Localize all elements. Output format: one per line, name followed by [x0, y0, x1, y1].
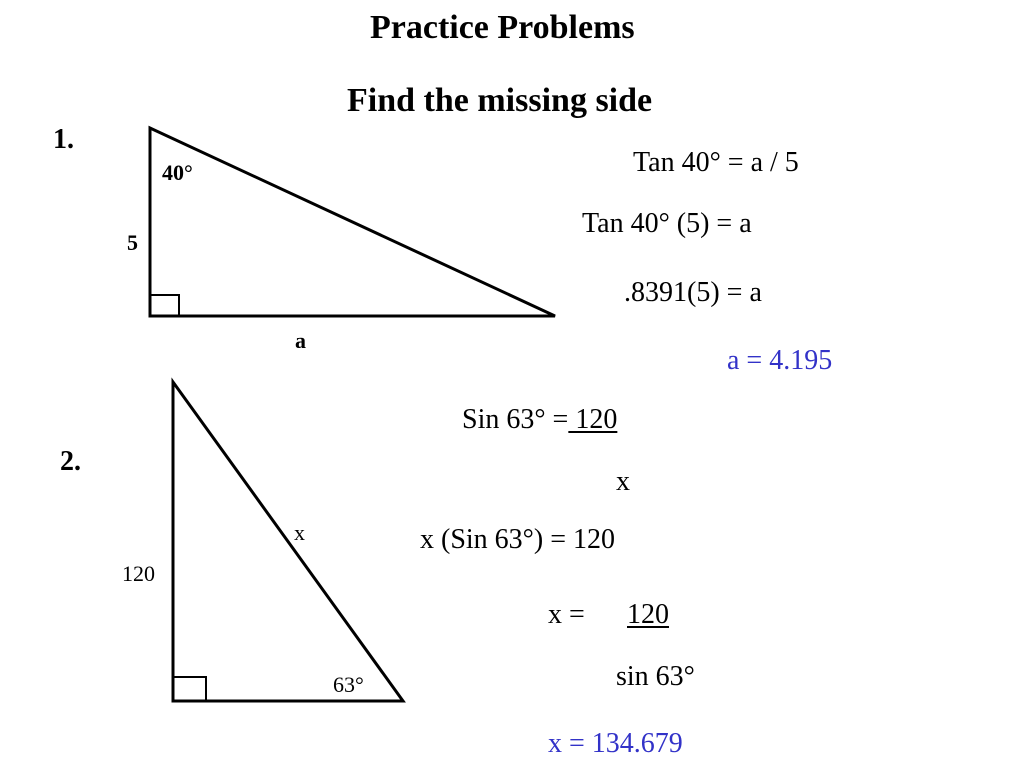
problem-2-hypotenuse-label: x	[294, 520, 305, 545]
problem-2-vertical-side-label: 120	[122, 561, 155, 586]
problem-1-number: 1.	[53, 124, 74, 155]
problem-2-answer: x = 134.679	[548, 728, 683, 759]
problem-2-step-1-numerator: 120	[568, 404, 618, 435]
problem-2-step-1	[462, 406, 617, 434]
problem-2-step-3-left: x =	[548, 599, 585, 630]
problem-2-step-3-numerator: 120	[627, 599, 669, 630]
problem-1-vertical-side-label: 5	[127, 230, 138, 255]
problem-1-answer: a = 4.195	[727, 345, 833, 376]
right-angle-marker-1	[150, 295, 179, 316]
problem-1-step-3: .8391(5) = a	[624, 277, 762, 308]
problem-2-angle-label: 63°	[333, 672, 364, 697]
page-subtitle: Find the missing side	[347, 82, 653, 119]
triangle-1	[150, 128, 555, 316]
problem-1-step-2: Tan 40° (5) = a	[582, 208, 752, 239]
problem-2-number: 2.	[60, 446, 81, 477]
problem-2-step-1-denominator: x	[616, 466, 630, 497]
right-angle-marker-2	[173, 677, 206, 701]
triangle-2	[173, 382, 403, 701]
problem-2-step-1-left: Sin 63° =	[462, 404, 569, 435]
problem-2-step-2: x (Sin 63°) = 120	[420, 524, 615, 555]
problem-1-step-1: Tan 40° = a / 5	[633, 147, 799, 178]
problem-1-base-side-label: a	[295, 328, 306, 353]
problem-1-angle-label: 40°	[162, 160, 193, 185]
problem-2-step-3-denominator: sin 63°	[616, 661, 695, 692]
page-title: Practice Problems	[370, 9, 635, 46]
